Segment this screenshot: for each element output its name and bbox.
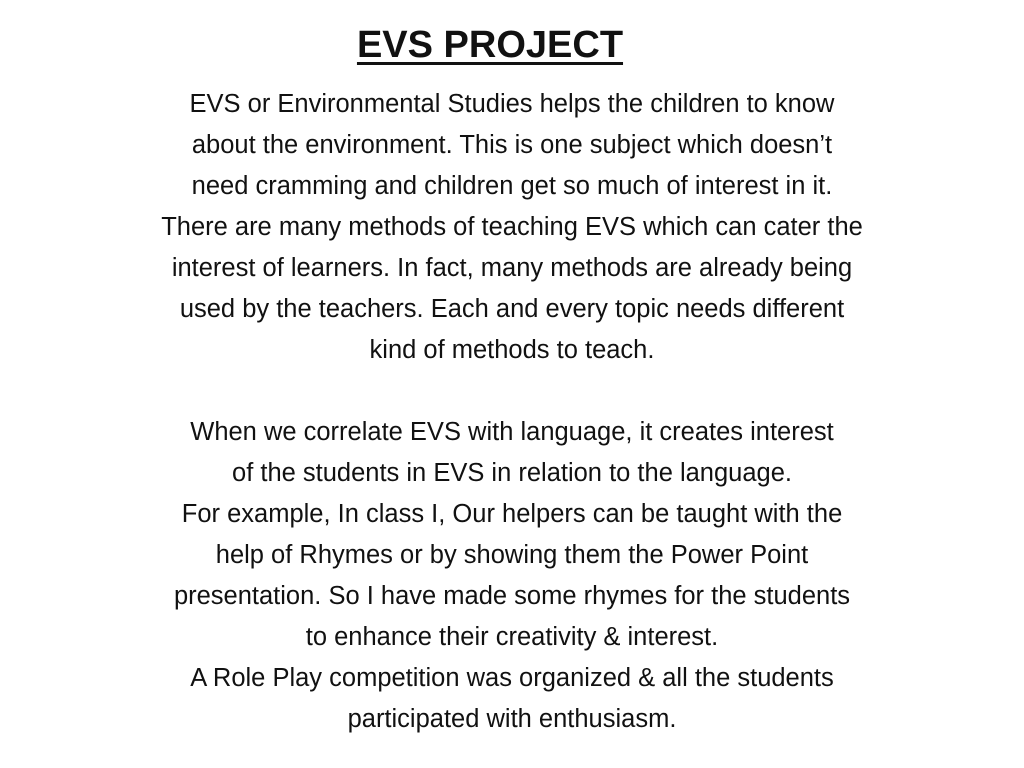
- paragraph-1-line: EVS or Environmental Studies helps the children to know: [189, 90, 835, 118]
- paragraph-2-line: A Role Play competition was organized & all the students: [190, 664, 834, 692]
- paragraph-2-line: help of Rhymes or by showing them the Power Point: [215, 541, 809, 569]
- paragraph-1-line: interest of learners. In fact, many methods are already being: [171, 254, 853, 282]
- paragraph-2-line: When we correlate EVS with language, it creates interest: [190, 418, 834, 446]
- paragraph-2-line: For example, In class I, Our helpers can be taught with the: [181, 500, 843, 528]
- paragraph-2-line: participated with enthusiasm.: [347, 705, 677, 733]
- paragraph-1-line: kind of methods to teach.: [369, 336, 655, 364]
- paragraph-1-line: used by the teachers. Each and every topic needs different: [179, 295, 845, 323]
- paragraph-2-line: presentation. So I have made some rhymes for the students: [173, 582, 851, 610]
- paragraph-2-line: to enhance their creativity & interest.: [305, 623, 719, 651]
- slide-body: [60, 84, 964, 740]
- paragraph-1-line: There are many methods of teaching EVS which can cater the: [161, 213, 863, 241]
- slide-title: EVS PROJECT: [356, 24, 624, 66]
- paragraph-1-line: need cramming and children get so much of interest in it.: [191, 172, 833, 200]
- paragraph-spacer: [60, 371, 964, 412]
- paragraph-2-line: of the students in EVS in relation to the language.: [232, 459, 792, 487]
- paragraph-1-line: about the environment. This is one subject which doesn’t: [191, 131, 833, 159]
